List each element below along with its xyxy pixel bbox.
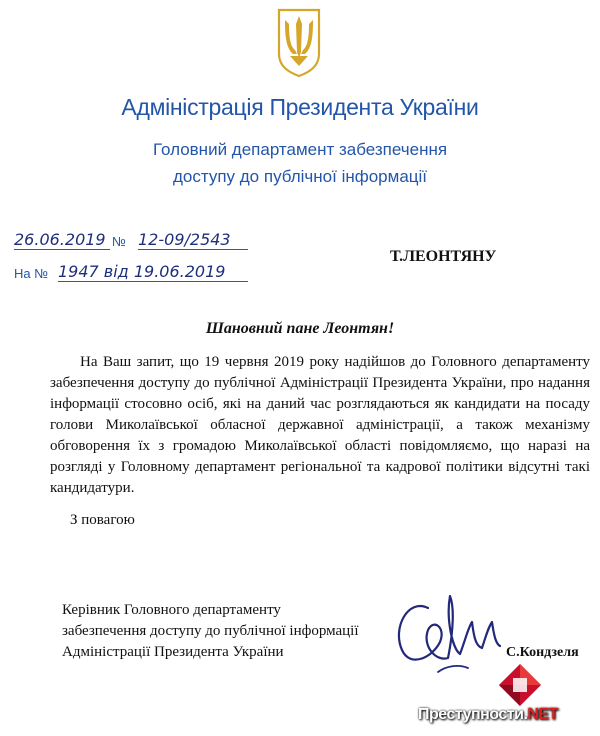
- department-name-line1: Головний департамент забезпечення: [152, 140, 448, 159]
- body-paragraph: На Ваш запит, що 19 червня 2019 року надійшов до Головного департаменту забезпечення доступу до публічної Адміністрації Президента України, про надання інформації стосовно осіб, які на даний час розглядаються як кандидати на посаду голови Миколаївської обласної державної адміністрації, а також механізму обговорення їх з громадою Миколаївської області повідомляємо, що наразі на розгляді у Головному департамент регіональної та кадрової політики відсутні такі кандидатури.: [50, 354, 590, 496]
- outgoing-number-label: №: [112, 234, 126, 249]
- department-name-line2: доступу до публічної інформації: [172, 167, 428, 186]
- signatory-title-line1: Керівник Головного департаменту: [62, 602, 281, 618]
- letter-body: [50, 352, 590, 499]
- handwritten-signature: [388, 588, 506, 684]
- outgoing-number: 12-09/2543: [138, 230, 248, 250]
- incoming-number: 1947 від 19.06.2019: [58, 262, 248, 282]
- outgoing-date: 26.06.2019: [14, 230, 110, 250]
- signatory-title-line3: Адміністрації Президента України: [62, 644, 284, 660]
- watermark-text: [418, 706, 558, 724]
- organization-title: Адміністрація Президента України: [121, 94, 479, 120]
- trident-emblem-icon: [276, 6, 322, 78]
- site-logo-icon: [497, 662, 543, 708]
- closing-phrase: З повагою: [70, 512, 135, 528]
- signer-name: С.Кондзеля: [506, 645, 579, 660]
- signatory-title-line2: забезпечення доступу до публічної інформації: [62, 623, 359, 639]
- incoming-number-label: На №: [14, 266, 49, 281]
- addressee: Т.ЛЕОНТЯНУ: [390, 248, 497, 265]
- watermark-text-net: NET: [527, 706, 558, 723]
- watermark-text-main: Преступности.: [418, 706, 528, 723]
- salutation: Шановний пане Леонтян!: [205, 320, 395, 337]
